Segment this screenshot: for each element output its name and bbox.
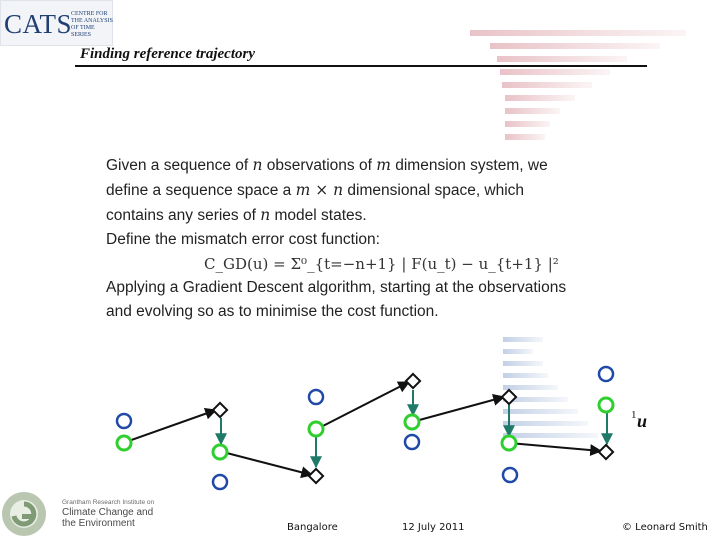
footer-author: © Leonard Smith [622, 522, 708, 533]
footer-date: 12 July 2011 [402, 522, 465, 533]
body-line-2: define a sequence space a m × n dimensional space, which [106, 181, 525, 199]
model-state-diamond [599, 445, 613, 459]
footer-location: Bangalore [287, 522, 338, 533]
observation-circle [599, 367, 613, 381]
model-step-arrow [509, 443, 601, 451]
model-step-arrow [317, 382, 409, 429]
model-step-arrow [412, 397, 504, 422]
cost-function-formula: C_GD(u) = Σ⁰_{t=−n+1} | F(u_t) − u_{t+1} |² [204, 255, 559, 273]
body-line-5: Applying a Gradient Descent algorithm, starting at the observations [106, 279, 567, 296]
institute-line-2: Climate Change and [62, 507, 154, 518]
body-line-1: Given a sequence of n observations of m dimension system, we [106, 156, 548, 174]
model-state-diamond [309, 469, 323, 483]
model-state-diamond [502, 390, 516, 404]
model-state-diamond [406, 374, 420, 388]
model-step-arrow [219, 451, 312, 475]
trajectory-circle [213, 445, 227, 459]
observation-circle [405, 435, 419, 449]
trajectory-circle [599, 398, 613, 412]
body-line-4: Define the mismatch error cost function: [106, 231, 380, 248]
grantham-institute-logo [0, 486, 170, 540]
observation-circle [503, 468, 517, 482]
institute-line-1: Grantham Research Institute on [62, 499, 155, 506]
model-step-arrow [123, 410, 216, 443]
body-line-3: contains any series of n model states. [106, 206, 367, 224]
institute-line-3: the Environment [62, 518, 135, 529]
trajectory-circle [405, 415, 419, 429]
model-state-diamond [213, 403, 227, 417]
trajectory-circle [117, 436, 131, 450]
logo-subtitle: CENTRE FOR THE ANALYSIS OF TIME SERIES [71, 11, 113, 38]
trajectory-circle [309, 422, 323, 436]
logo-name: CATS [4, 9, 73, 39]
trajectory-label-symbol: u [637, 411, 648, 431]
slide-title: Finding reference trajectory [80, 46, 255, 62]
observation-circle [117, 414, 131, 428]
trajectory-circle [502, 436, 516, 450]
body-line-6: and evolving so as to minimise the cost function. [106, 303, 439, 320]
observation-circle [213, 475, 227, 489]
observation-circle [309, 390, 323, 404]
trajectory-label-superscript: 1 [631, 409, 637, 421]
